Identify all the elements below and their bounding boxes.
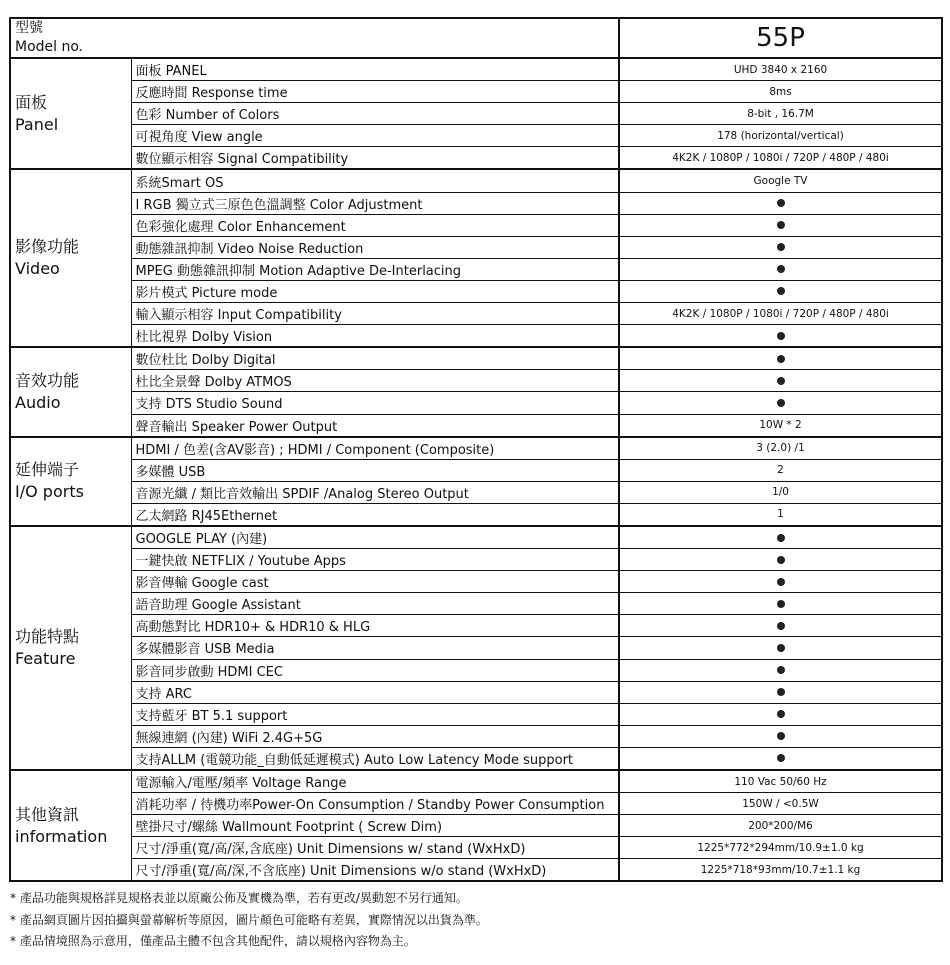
feature-value: 3 (2.0) /1 bbox=[619, 437, 942, 460]
feature-value: 4K2K / 1080P / 1080i / 720P / 480P / 480i bbox=[619, 147, 942, 170]
feature-value: 110 Vac 50/60 Hz bbox=[619, 770, 942, 793]
spec-row bbox=[10, 414, 942, 437]
feature-label: 消耗功率 / 待機功率Power-On Consumption / Standby Power Consumption bbox=[131, 793, 619, 815]
filled-dot-icon bbox=[777, 399, 785, 407]
feature-value: 4K2K / 1080P / 1080i / 720P / 480P / 480i bbox=[619, 303, 942, 325]
category-en: Video bbox=[15, 259, 60, 279]
spec-row bbox=[10, 280, 942, 302]
feature-available-cell bbox=[619, 725, 942, 747]
spec-row bbox=[10, 793, 942, 815]
spec-row bbox=[10, 459, 942, 481]
filled-dot-icon bbox=[777, 644, 785, 652]
feature-available-cell bbox=[619, 347, 942, 370]
feature-label: 聲音輸出 Speaker Power Output bbox=[131, 414, 619, 437]
feature-available-cell bbox=[619, 236, 942, 258]
feature-value: 1225*772*294mm/10.9±1.0 kg bbox=[619, 837, 942, 859]
spec-row bbox=[10, 81, 942, 103]
feature-available-cell bbox=[619, 659, 942, 681]
model-label-zh: 型號 bbox=[15, 20, 43, 36]
feature-label: 反應時間 Response time bbox=[131, 81, 619, 103]
category-zh: 功能特點 bbox=[15, 626, 80, 646]
feature-available-cell bbox=[619, 370, 942, 392]
feature-label: 音源光纖 / 類比音效輸出 SPDIF /Analog Stereo Output bbox=[131, 481, 619, 503]
feature-available-cell bbox=[619, 526, 942, 549]
spec-row bbox=[10, 815, 942, 837]
category-zh: 其他資訊 bbox=[15, 804, 80, 824]
category-en: I/O ports bbox=[15, 482, 84, 502]
feature-available-cell bbox=[619, 637, 942, 659]
spec-row bbox=[10, 703, 942, 725]
feature-value: 8ms bbox=[619, 81, 942, 103]
feature-available-cell bbox=[619, 258, 942, 280]
spec-row bbox=[10, 747, 942, 770]
model-label-en: Model no. bbox=[15, 39, 84, 55]
model-row bbox=[10, 18, 942, 58]
spec-row bbox=[10, 837, 942, 859]
footnote: * 產品情境照為示意用，僅產品主體不包含其他配件，請以規格內容物為主。 bbox=[10, 934, 416, 948]
spec-row bbox=[10, 258, 942, 280]
feature-label: 數位顯示相容 Signal Compatibility bbox=[131, 147, 619, 170]
feature-label: 多媒體影音 USB Media bbox=[131, 637, 619, 659]
feature-available-cell bbox=[619, 192, 942, 214]
spec-row bbox=[10, 303, 942, 325]
feature-available-cell bbox=[619, 681, 942, 703]
spec-row bbox=[10, 593, 942, 615]
feature-available-cell bbox=[619, 280, 942, 302]
spec-row bbox=[10, 169, 942, 192]
feature-label: 影片模式 Picture mode bbox=[131, 280, 619, 302]
feature-available-cell bbox=[619, 214, 942, 236]
spec-row bbox=[10, 859, 942, 882]
spec-row bbox=[10, 370, 942, 392]
filled-dot-icon bbox=[777, 199, 785, 207]
feature-label: 系統Smart OS bbox=[131, 169, 619, 192]
feature-label: 面板 PANEL bbox=[131, 58, 619, 81]
spec-row bbox=[10, 503, 942, 526]
category-cell bbox=[10, 437, 131, 526]
feature-label: 無線連網 (內建) WiFi 2.4G+5G bbox=[131, 725, 619, 747]
category-cell bbox=[10, 58, 131, 169]
spec-row bbox=[10, 725, 942, 747]
spec-row bbox=[10, 770, 942, 793]
spec-row bbox=[10, 615, 942, 637]
feature-label: 高動態對比 HDR10+ & HDR10 & HLG bbox=[131, 615, 619, 637]
spec-row bbox=[10, 526, 942, 549]
filled-dot-icon bbox=[777, 600, 785, 608]
filled-dot-icon bbox=[777, 754, 785, 762]
filled-dot-icon bbox=[777, 243, 785, 251]
feature-label: 壁掛尺寸/螺絲 Wallmount Footprint ( Screw Dim) bbox=[131, 815, 619, 837]
spec-row bbox=[10, 571, 942, 593]
filled-dot-icon bbox=[777, 221, 785, 229]
feature-label: 杜比全景聲 Dolby ATMOS bbox=[131, 370, 619, 392]
spec-table bbox=[9, 17, 943, 882]
feature-label: 支持 ARC bbox=[131, 681, 619, 703]
feature-available-cell bbox=[619, 392, 942, 414]
feature-value: 10W * 2 bbox=[619, 414, 942, 437]
feature-available-cell bbox=[619, 571, 942, 593]
feature-available-cell bbox=[619, 593, 942, 615]
feature-label: 支持藍牙 BT 5.1 support bbox=[131, 703, 619, 725]
category-cell bbox=[10, 770, 131, 881]
filled-dot-icon bbox=[777, 332, 785, 340]
feature-label: 可視角度 View angle bbox=[131, 125, 619, 147]
feature-label: 乙太網路 RJ45Ethernet bbox=[131, 503, 619, 526]
feature-label: 電源輸入/電壓/頻率 Voltage Range bbox=[131, 770, 619, 793]
feature-value: 1 bbox=[619, 503, 942, 526]
feature-label: 影音傳輸 Google cast bbox=[131, 571, 619, 593]
filled-dot-icon bbox=[777, 666, 785, 674]
feature-value: UHD 3840 x 2160 bbox=[619, 58, 942, 81]
category-zh: 影像功能 bbox=[15, 237, 80, 257]
filled-dot-icon bbox=[777, 265, 785, 273]
category-en: Feature bbox=[15, 648, 76, 668]
feature-available-cell bbox=[619, 747, 942, 770]
filled-dot-icon bbox=[777, 710, 785, 718]
feature-label: 支持ALLM (電競功能_自動低延遲模式) Auto Low Latency Mode support bbox=[131, 747, 619, 770]
model-label-cell bbox=[10, 18, 619, 58]
feature-available-cell bbox=[619, 703, 942, 725]
feature-label: 杜比視界 Dolby Vision bbox=[131, 325, 619, 348]
feature-label: 支持 DTS Studio Sound bbox=[131, 392, 619, 414]
filled-dot-icon bbox=[777, 287, 785, 295]
category-en: information bbox=[15, 826, 108, 846]
footnote: * 產品網頁圖片因拍攝與螢幕解析等原因，圖片顏色可能略有差異，實際情況以出貨為準。 bbox=[10, 912, 488, 927]
category-cell bbox=[10, 347, 131, 436]
feature-label: 色彩強化處理 Color Enhancement bbox=[131, 214, 619, 236]
spec-row bbox=[10, 325, 942, 348]
category-en: Panel bbox=[15, 114, 59, 134]
feature-label: 一鍵快啟 NETFLIX / Youtube Apps bbox=[131, 549, 619, 571]
spec-row bbox=[10, 58, 942, 81]
feature-value: 2 bbox=[619, 459, 942, 481]
feature-value: 178 (horizontal/vertical) bbox=[619, 125, 942, 147]
feature-label: 輸入顯示相容 Input Compatibility bbox=[131, 303, 619, 325]
feature-label: 尺寸/淨重(寬/高/深,不含底座) Unit Dimensions w/o stand (WxHxD) bbox=[131, 859, 619, 882]
feature-label: 影音同步啟動 HDMI CEC bbox=[131, 659, 619, 681]
spec-row bbox=[10, 681, 942, 703]
footnotes bbox=[10, 888, 940, 953]
feature-label: 尺寸/淨重(寬/高/深,含底座) Unit Dimensions w/ stand (WxHxD) bbox=[131, 837, 619, 859]
category-cell bbox=[10, 169, 131, 347]
feature-label: 多媒體 USB bbox=[131, 459, 619, 481]
category-zh: 延伸端子 bbox=[15, 460, 80, 480]
spec-row bbox=[10, 549, 942, 571]
spec-row bbox=[10, 192, 942, 214]
spec-row bbox=[10, 437, 942, 460]
feature-label: 動態雜訊抑制 Video Noise Reduction bbox=[131, 236, 619, 258]
filled-dot-icon bbox=[777, 688, 785, 696]
spec-row bbox=[10, 659, 942, 681]
spec-row bbox=[10, 347, 942, 370]
footnote: * 產品功能與規格詳見規格表並以原廠公佈及實機為準，若有更改/異動恕不另行通知。 bbox=[10, 891, 468, 905]
spec-row bbox=[10, 236, 942, 258]
filled-dot-icon bbox=[777, 578, 785, 586]
category-en: Audio bbox=[15, 392, 61, 412]
feature-value: Google TV bbox=[619, 169, 942, 192]
category-zh: 音效功能 bbox=[15, 370, 80, 390]
spec-row bbox=[10, 103, 942, 125]
spec-row bbox=[10, 214, 942, 236]
feature-value: 1/0 bbox=[619, 481, 942, 503]
feature-value: 200*200/M6 bbox=[619, 815, 942, 837]
model-value: 55P bbox=[619, 18, 942, 58]
feature-label: HDMI / 色差(含AV影音) ; HDMI / Component (Composite) bbox=[131, 437, 619, 460]
spec-row bbox=[10, 637, 942, 659]
feature-label: 數位杜比 Dolby Digital bbox=[131, 347, 619, 370]
filled-dot-icon bbox=[777, 732, 785, 740]
filled-dot-icon bbox=[777, 556, 785, 564]
feature-value: 1225*718*93mm/10.7±1.1 kg bbox=[619, 859, 942, 882]
feature-value: 8-bit , 16.7M bbox=[619, 103, 942, 125]
spec-row bbox=[10, 481, 942, 503]
feature-value: 150W / <0.5W bbox=[619, 793, 942, 815]
filled-dot-icon bbox=[777, 622, 785, 630]
spec-row bbox=[10, 125, 942, 147]
feature-label: 語音助理 Google Assistant bbox=[131, 593, 619, 615]
feature-label: 色彩 Number of Colors bbox=[131, 103, 619, 125]
feature-available-cell bbox=[619, 325, 942, 348]
feature-label: GOOGLE PLAY (內建) bbox=[131, 526, 619, 549]
filled-dot-icon bbox=[777, 377, 785, 385]
filled-dot-icon bbox=[777, 355, 785, 363]
filled-dot-icon bbox=[777, 534, 785, 542]
spec-row bbox=[10, 147, 942, 170]
category-cell bbox=[10, 526, 131, 770]
category-zh: 面板 bbox=[15, 92, 48, 112]
feature-available-cell bbox=[619, 549, 942, 571]
spec-row bbox=[10, 392, 942, 414]
feature-label: I RGB 獨立式三原色色溫調整 Color Adjustment bbox=[131, 192, 619, 214]
feature-label: MPEG 動態雜訊抑制 Motion Adaptive De-Interlacing bbox=[131, 258, 619, 280]
feature-available-cell bbox=[619, 615, 942, 637]
